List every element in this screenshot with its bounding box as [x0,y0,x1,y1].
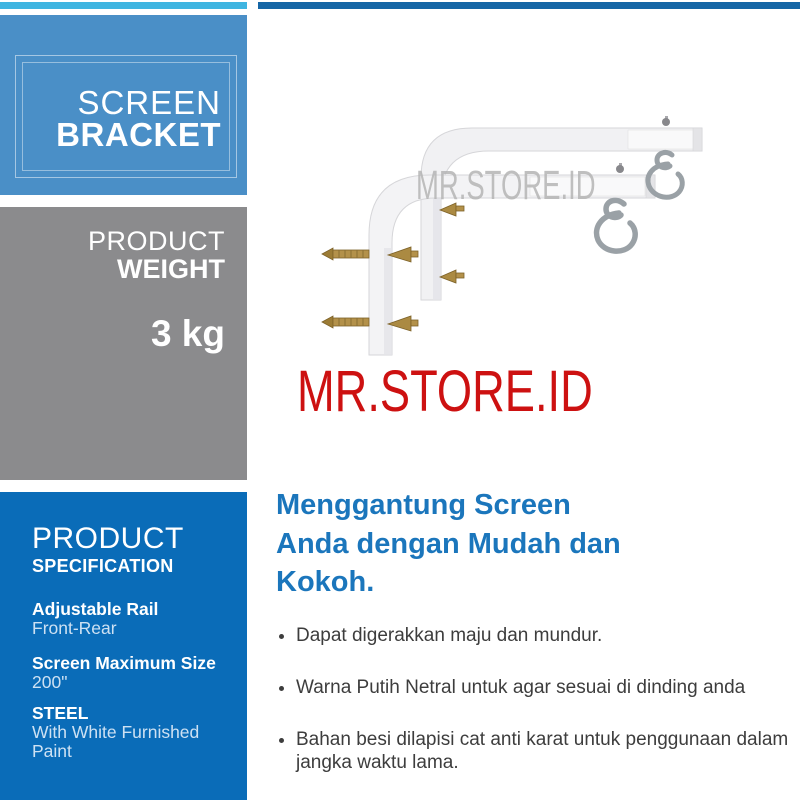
top-accent-bar-right [258,2,800,9]
feature-list [278,624,800,803]
weight-card [0,207,247,480]
bolt-long-upper [322,248,369,260]
bolt-long-lower [322,316,369,328]
title-text [56,84,221,153]
s-hook-front [597,200,636,251]
weight-labels [88,227,225,283]
product-photo [300,95,800,375]
spec-item-value: Front-Rear [32,618,117,638]
spec-item-value: With White Furnished Paint [32,722,200,761]
weight-word-product: PRODUCT [88,226,225,256]
spec-title-specification: SPECIFICATION [32,556,174,576]
feature-item: • Warna Putih Netral untuk agar sesuai di dinding anda [296,676,800,699]
watermark-text: MR.STORE.ID [416,162,596,208]
spec-item-screen-size [32,654,222,692]
spec-item-steel [32,704,222,761]
spec-card [0,492,247,800]
spec-item-value: 200" [32,672,68,692]
spec-item-label: Screen Maximum Size [32,653,216,673]
brand-overlay-text: MR.STORE.ID [297,359,593,424]
headline-line-3: Kokoh. [276,566,375,598]
weight-value: 3 kg [150,313,225,354]
headline [276,486,621,602]
title-word-bracket: BRACKET [56,116,221,153]
eye-screw-front [616,163,624,173]
spec-item-label: Adjustable Rail [32,599,159,619]
weight-word-weight: WEIGHT [117,254,225,284]
title-card [0,15,247,195]
spec-title-product: PRODUCT [32,522,184,555]
spec-item-label: STEEL [32,703,89,723]
top-accent-bar-left [0,2,247,9]
headline-line-2: Anda dengan Mudah dan [276,527,621,560]
feature-item: • Bahan besi dilapisi cat anti karat untuk penggunaan dalam jangka waktu lama. [296,728,800,774]
spec-item-adjustable-rail [32,600,222,638]
headline-line-1: Menggantung Screen [276,489,571,521]
eye-screw-rear [662,116,670,126]
bolt-cone-right-lower [440,270,464,283]
feature-item: • Dapat digerakkan maju dan mundur. [296,624,800,647]
title-word-screen: SCREEN [77,84,221,121]
